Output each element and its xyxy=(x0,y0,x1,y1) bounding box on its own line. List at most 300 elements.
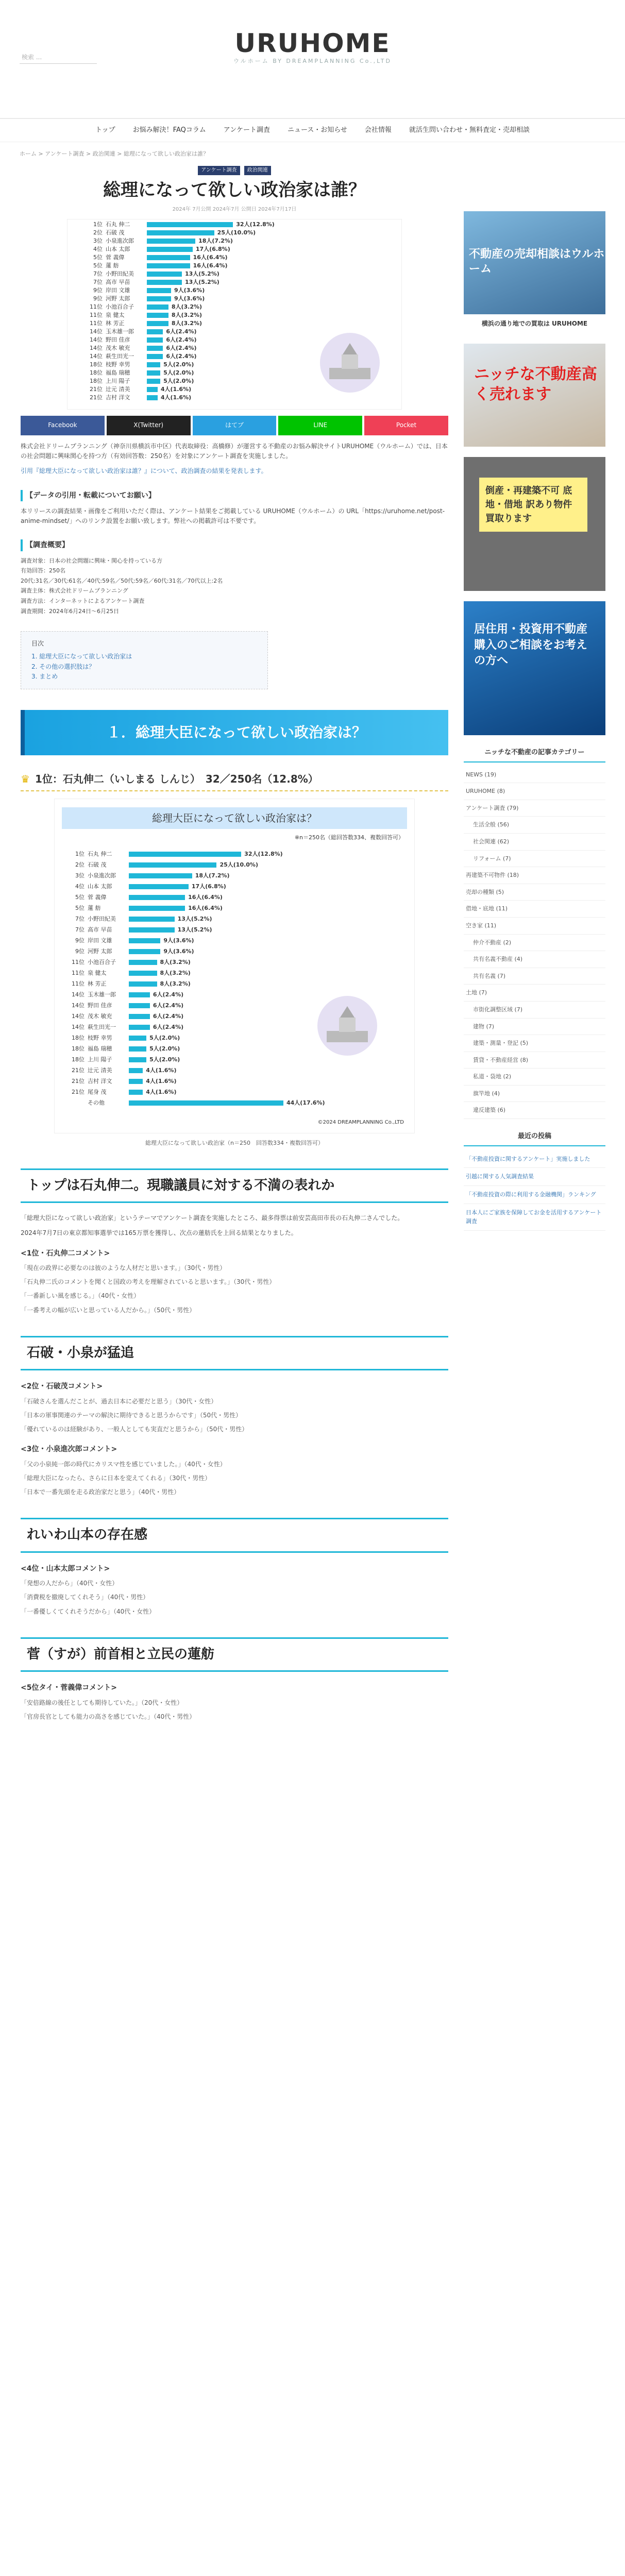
rank-label: 14位 xyxy=(90,328,103,335)
bar xyxy=(129,1036,146,1041)
rank-label: 11位 xyxy=(72,980,85,987)
hero-bar-list xyxy=(88,221,305,402)
bar xyxy=(147,222,233,227)
chart-title: 総理大臣になって欲しい政治家は？ xyxy=(62,807,407,829)
category-label: 山本 太郎 xyxy=(88,883,112,890)
tag-politics[interactable]: 政治関連 xyxy=(244,166,271,175)
value-label: 8人(3.2%) xyxy=(160,958,191,965)
survey-item: 20代:31名／30代:61名／40代:59名／50代:59名／60代:31名／70代以上:2名 xyxy=(21,577,223,584)
comment: 「安倍路線の後任としても期待していた。」（20代・女性） xyxy=(21,1699,183,1706)
section-heading-4: れいわ山本の存在感 xyxy=(21,1518,448,1553)
bar xyxy=(129,1090,143,1095)
article xyxy=(21,165,448,1726)
bar xyxy=(129,949,160,954)
sidebar-spacer xyxy=(464,165,605,211)
category-link[interactable]: 借地・底地 (11) xyxy=(464,901,605,918)
bar xyxy=(147,395,158,400)
chart-row xyxy=(70,849,400,859)
category-label: 福島 瑞穂 xyxy=(88,1045,112,1052)
rank-label: 18位 xyxy=(72,1034,85,1041)
value-label: 6人(2.4%) xyxy=(166,336,197,344)
value-label: 4人(1.6%) xyxy=(160,394,192,401)
category-link[interactable]: リフォーム (7) xyxy=(464,851,605,868)
post-meta: 2024年 7月公開 2024年7月 公開日 2024年7月17日 xyxy=(172,206,297,212)
rank-label: 2位 xyxy=(93,229,103,236)
value-label: 6人(2.4%) xyxy=(153,991,184,998)
chart-row xyxy=(70,881,400,892)
bar xyxy=(129,1068,143,1073)
rank-label: 11位 xyxy=(72,958,85,965)
value-label: 6人(2.4%) xyxy=(153,1023,184,1030)
category-label: 小野田紀美 xyxy=(88,915,116,922)
value-label: 13人(5.2%) xyxy=(177,915,212,922)
recent-post-link[interactable]: 引越に関する人気調査結果 xyxy=(464,1168,605,1186)
category-link[interactable]: 社会関連 (62) xyxy=(464,834,605,851)
value-label: 4人(1.6%) xyxy=(146,1088,177,1095)
site-logo[interactable]: URUHOME xyxy=(234,28,391,58)
category-link[interactable]: 仲介不動産 (2) xyxy=(464,935,605,952)
category-label: その他 xyxy=(88,1099,105,1106)
category-label: 吉村 洋文 xyxy=(106,394,130,401)
value-label: 5人(2.0%) xyxy=(149,1045,180,1052)
bar xyxy=(129,981,157,987)
diet-building-icon xyxy=(316,995,378,1057)
bar xyxy=(129,906,185,911)
rank-label: 9位 xyxy=(75,937,85,944)
chart-row xyxy=(70,935,400,946)
chart-row xyxy=(88,221,305,229)
category-label: 高市 早苗 xyxy=(88,926,112,933)
chart-row xyxy=(70,913,400,924)
bar xyxy=(147,288,171,293)
diet-building-icon xyxy=(319,332,381,394)
survey-item: 調査期間：2024年6月24日〜6月25日 xyxy=(21,607,119,615)
rank-label: 9位 xyxy=(75,947,85,955)
chart-row xyxy=(88,237,305,245)
share-pocket-button[interactable]: Pocket xyxy=(364,416,448,435)
recent-post-link[interactable]: 日本人にご家族を保障してお金を活用するアンケート調査 xyxy=(464,1204,605,1231)
site-tagline: ウルホーム BY DREAMPLANNING Co.,LTD xyxy=(233,58,392,64)
page-title: 総理になって欲しい政治家は誰？ xyxy=(103,179,366,200)
rank-label: 9位 xyxy=(93,287,103,294)
chart-row xyxy=(88,278,305,286)
comment: 「現在の政界に必要なのは彼のような人材だと思います。」（30代・男性） xyxy=(21,1264,226,1272)
rank-label: 14位 xyxy=(72,1002,85,1009)
toc-item[interactable]: 1. 総理大臣になって欲しい政治家は xyxy=(31,653,132,660)
value-label: 13人(5.2%) xyxy=(184,270,219,278)
bar xyxy=(129,1079,143,1084)
chart-row xyxy=(70,1097,400,1108)
recent-posts-heading: 最近の投稿 xyxy=(464,1131,605,1146)
comment: 「優れているのは経験があり、一般人としても実直だと思うから」（50代・男性） xyxy=(21,1426,248,1433)
rank-label: 14位 xyxy=(72,1023,85,1030)
category-link[interactable]: NEWS (19) xyxy=(464,767,605,784)
category-link[interactable]: 売却の種類 (5) xyxy=(464,884,605,901)
category-label: 林 芳正 xyxy=(106,320,125,327)
category-label: 枝野 幸男 xyxy=(88,1034,112,1041)
bar xyxy=(129,884,189,889)
value-label: 8人(3.2%) xyxy=(171,303,202,311)
tag-survey[interactable]: アンケート調査 xyxy=(198,166,240,175)
value-label: 32人(12.8%) xyxy=(236,221,275,228)
value-label: 9人(3.6%) xyxy=(163,947,194,955)
category-link[interactable]: 建築・測量・登記 (5) xyxy=(464,1035,605,1052)
chart-row xyxy=(88,253,305,262)
rank-label: 1位 xyxy=(75,850,85,857)
rank-label: 21位 xyxy=(72,1088,85,1095)
value-label: 6人(2.4%) xyxy=(166,328,197,335)
rank-1-label: 1位：石丸伸二（いしまる しんじ） 32／250名（12.8%） xyxy=(35,773,318,786)
chart-row xyxy=(88,303,305,311)
category-label: 辻元 清美 xyxy=(106,386,130,393)
value-label: 9人(3.6%) xyxy=(174,295,205,302)
rank-label: 4位 xyxy=(75,883,85,890)
value-label: 8人(3.2%) xyxy=(160,969,191,976)
rank-1-heading xyxy=(21,771,448,791)
bar xyxy=(147,230,214,235)
bar xyxy=(129,852,241,857)
bar xyxy=(129,1057,146,1062)
table-of-contents xyxy=(21,631,268,689)
chart-row xyxy=(70,870,400,881)
ad-banner-niche[interactable] xyxy=(464,344,605,447)
site-header xyxy=(0,0,625,118)
value-label: 16人(6.4%) xyxy=(193,254,228,261)
chart-row xyxy=(88,262,305,270)
bar xyxy=(129,917,175,922)
category-label: 小池百合子 xyxy=(88,958,116,965)
value-label: 6人(2.4%) xyxy=(153,1012,184,1020)
value-label: 5人(2.0%) xyxy=(163,361,194,368)
section-2-text-2: 2024年7月7日の東京都知事選挙では165万票を獲得し、次点の蓮舫氏を上回る結果となりました。 xyxy=(21,1229,297,1237)
rank-label: 11位 xyxy=(90,303,103,311)
section-heading-5: 菅（すが）前首相と立民の蓮舫 xyxy=(21,1637,448,1672)
rank-label: 18位 xyxy=(90,378,103,385)
toc-item[interactable]: 3. まとめ xyxy=(31,672,58,680)
category-label: 小泉進次郎 xyxy=(88,872,116,879)
rank-label: 11位 xyxy=(90,312,103,319)
bar xyxy=(147,263,190,268)
search-input[interactable]: 検索 ... xyxy=(20,50,97,64)
bar xyxy=(147,247,193,252)
survey-item: 調査主体：株式会社ドリームプランニング xyxy=(21,587,128,595)
rank-label: 5位 xyxy=(75,893,85,901)
bar xyxy=(147,329,163,334)
category-link[interactable]: URUHOME (8) xyxy=(464,783,605,800)
nav-item-top[interactable]: トップ xyxy=(95,126,115,134)
category-link[interactable]: 土地 (7) xyxy=(464,985,605,1002)
chart-caption: 総理大臣になって欲しい政治家（n＝250 回答数334・複数回答可） xyxy=(145,1140,324,1147)
chart-row xyxy=(70,903,400,913)
share-hatena-button[interactable]: はてブ xyxy=(193,416,277,435)
intro-text: 株式会社ドリームプランニング（神奈川県横浜市中区）代表取締役：高橋修）が運営する不動産のお悩み解決サイトURUHOME（ウルホーム）では、日本の社会問題に興味関心を持つ方（有効回答数：250名）を対象にアンケート調査を実施しました。 xyxy=(21,442,448,460)
category-label: 泉 健太 xyxy=(88,969,107,976)
category-label: 石破 茂 xyxy=(106,229,125,236)
chart-row xyxy=(70,968,400,978)
category-label: 福島 瑞穂 xyxy=(106,369,130,377)
comment: 「官房長官としても能力の高さを感じていた。」（40代・男性） xyxy=(21,1713,196,1720)
chart-bars xyxy=(70,849,400,1108)
rank-label: 11位 xyxy=(72,969,85,976)
value-label: 9人(3.6%) xyxy=(163,937,194,944)
category-label: 小池百合子 xyxy=(106,303,134,311)
bar xyxy=(129,992,150,997)
survey-heading: 【調査概要】 xyxy=(21,539,448,551)
chart-row xyxy=(88,344,305,352)
category-label: 萩生田光一 xyxy=(106,353,134,360)
comment: 「総理大臣になったら、さらに日本を変えてくれる」（30代・男性） xyxy=(21,1474,211,1482)
comment: 「一番優しくてくれそうだから」（40代・女性） xyxy=(21,1607,156,1615)
category-heading: ニッチな不動産の記事カテゴリー xyxy=(464,748,605,762)
chart-row xyxy=(88,319,305,328)
bar xyxy=(147,387,158,392)
nav-item-news[interactable]: ニュース・お知らせ xyxy=(287,126,347,134)
comment-heading: <4位・山本太郎コメント> xyxy=(21,1564,110,1573)
rank-label: 21位 xyxy=(90,394,103,401)
nav-item-contact[interactable]: 就活生問い合わせ・無料査定・売却相談 xyxy=(409,126,530,134)
comment: 「石破さんを選んだことが、過去日本に必要だと思う」（30代・女性） xyxy=(21,1397,217,1405)
category-label: 玉木雄一郎 xyxy=(88,991,116,998)
comment: 「発想の人だから」（40代・女性） xyxy=(21,1580,119,1587)
bar xyxy=(129,1025,150,1030)
chart-row xyxy=(70,957,400,968)
nav-item-company[interactable]: 会社情報 xyxy=(364,126,392,134)
nav-item-survey[interactable]: アンケート調査 xyxy=(223,126,270,134)
ad-banner-buyback[interactable] xyxy=(464,457,605,591)
value-label: 6人(2.4%) xyxy=(166,345,197,352)
quote-body: 本リリースの調査結果・画像をご利用いただく際は、アンケート結果をご掲載している URUHOME（ウルホーム）の URL「https://uruhome.net/post-anime-mindset/」へのリンク設置をお願い致します。弊社への掲載許可は不要です。 xyxy=(21,507,445,525)
bar xyxy=(147,346,163,351)
bar xyxy=(147,272,182,277)
category-link[interactable]: 違反建築 (6) xyxy=(464,1102,605,1119)
chart-row xyxy=(88,385,305,394)
section-2-text: 「総理大臣になって欲しい政治家」というテーマでアンケート調査を実施したところ、最多得票は前安芸高田市長の石丸伸二さんでした。 xyxy=(21,1214,404,1222)
recent-post-link[interactable]: 「不動産投資に関するアンケート」実施しました xyxy=(464,1150,605,1168)
category-link[interactable]: 市街化調整区域 (7) xyxy=(464,1002,605,1019)
category-label: 玉木雄一郎 xyxy=(106,328,134,335)
chart-row xyxy=(88,286,305,295)
bar xyxy=(147,239,195,244)
article-tags xyxy=(21,165,448,176)
chart-row xyxy=(88,352,305,361)
share-bar xyxy=(21,416,448,435)
bar xyxy=(147,304,168,310)
value-label: 8人(3.2%) xyxy=(160,980,191,987)
chart-row xyxy=(88,295,305,303)
value-label: 32人(12.8%) xyxy=(244,850,283,857)
category-link[interactable]: アンケート調査 (79) xyxy=(464,800,605,817)
rank-label: 7位 xyxy=(93,270,103,278)
comment: 「一番考えの幅が広いと思っている人だから。」（50代・男性） xyxy=(21,1306,196,1314)
category-label: 萩生田光一 xyxy=(88,1023,116,1030)
category-link[interactable]: 生活全般 (56) xyxy=(464,817,605,834)
rank-label: 14位 xyxy=(90,353,103,360)
category-link[interactable]: 私道・袋地 (2) xyxy=(464,1069,605,1086)
category-label: 吉村 洋文 xyxy=(88,1077,112,1084)
value-label: 25人(10.0%) xyxy=(217,229,256,236)
category-list xyxy=(464,767,605,1119)
toc-item[interactable]: 2. その他の選択肢は？ xyxy=(31,663,95,670)
value-label: 17人(6.8%) xyxy=(191,883,226,890)
chart-row xyxy=(88,394,305,402)
toc-title: 目次 xyxy=(31,640,44,648)
bar xyxy=(147,313,168,318)
chart-row xyxy=(70,978,400,989)
category-link[interactable]: 旗竿地 (4) xyxy=(464,1086,605,1103)
value-label: 5人(2.0%) xyxy=(149,1034,180,1041)
survey-item: 有効回答：250名 xyxy=(21,567,65,574)
bar xyxy=(147,354,163,359)
bar xyxy=(129,1046,146,1052)
chart-row xyxy=(70,1087,400,1097)
category-link[interactable]: 再建築不可物件 (18) xyxy=(464,867,605,884)
rank-label: 14位 xyxy=(90,336,103,344)
section-heading-1: １．総理大臣になって欲しい政治家は？ xyxy=(21,710,448,755)
category-label: 野田 佳彦 xyxy=(106,336,130,344)
category-label: 辻元 清美 xyxy=(88,1066,112,1074)
section-heading-3: 石破・小泉が猛追 xyxy=(21,1336,448,1371)
rank-label: 14位 xyxy=(90,345,103,352)
category-label: 石丸 伸二 xyxy=(106,221,130,228)
breadcrumb[interactable]: ホーム > アンケート調査 > 政治関連 > 総理になって欲しい政治家は誰？ xyxy=(20,150,209,157)
value-label: 18人(7.2%) xyxy=(195,872,230,879)
value-label: 4人(1.6%) xyxy=(160,386,192,393)
rank-label: 1位 xyxy=(93,221,103,228)
category-label: 河野 太郎 xyxy=(106,295,130,302)
comment: 「日本で一番先頭を走る政治家だと思う」（40代・男性） xyxy=(21,1488,180,1496)
category-label: 林 芳正 xyxy=(88,980,107,987)
category-link[interactable]: 空き家 (11) xyxy=(464,918,605,935)
bar xyxy=(129,927,175,933)
category-label: 枝野 幸男 xyxy=(106,361,130,368)
rank-label: 3位 xyxy=(93,238,103,245)
bar xyxy=(129,971,157,976)
rank-label: 21位 xyxy=(72,1077,85,1084)
chart-row xyxy=(70,924,400,935)
comment-heading: <2位・石破茂コメント> xyxy=(21,1382,103,1391)
comment-heading: <3位・小泉進次郎コメント> xyxy=(21,1445,117,1454)
comment: 「父の小泉純一郎の時代にカリスマ性を感じていました。」（40代・女性） xyxy=(21,1460,226,1468)
value-label: 5人(2.0%) xyxy=(163,369,194,377)
value-label: 5人(2.0%) xyxy=(149,1056,180,1063)
category-link[interactable]: 建物 (7) xyxy=(464,1019,605,1036)
category-label: 菅 義偉 xyxy=(106,254,125,261)
comment: 「一番新しい風を感じる。」（40代・女性） xyxy=(21,1292,140,1300)
rank-label: 3位 xyxy=(75,872,85,879)
chart-row xyxy=(70,946,400,957)
rank-label: 21位 xyxy=(72,1066,85,1074)
chart-row xyxy=(70,859,400,870)
ad-text: ニッチな不動産高く売れます xyxy=(474,365,597,403)
share-x-button[interactable]: X(Twitter) xyxy=(107,416,191,435)
category-label: 河野 太郎 xyxy=(88,947,112,955)
category-label: 岸田 文雄 xyxy=(106,287,130,294)
chart-credit: ©2024 DREAMPLANNING Co.,LTD xyxy=(317,1120,404,1126)
category-label: 上川 陽子 xyxy=(88,1056,112,1063)
ad-banner-sell[interactable] xyxy=(464,211,605,314)
category-label: 茂木 敏充 xyxy=(88,1012,112,1020)
category-label: 菅 義偉 xyxy=(88,893,107,901)
rank-label: 14位 xyxy=(72,991,85,998)
rank-label: 7位 xyxy=(75,915,85,922)
bar xyxy=(129,1100,283,1106)
quote-heading: 【データの引用・転載についてお願い】 xyxy=(21,490,448,501)
value-label: 13人(5.2%) xyxy=(177,926,212,933)
bar xyxy=(147,370,160,376)
category-link[interactable]: 共有名義不動産 (4) xyxy=(464,951,605,968)
bar xyxy=(147,379,160,384)
hero-image xyxy=(67,219,402,410)
rank-label: 18位 xyxy=(90,361,103,368)
chart-note: ※n＝250名（総回答数334、複数回答可） xyxy=(294,834,404,841)
ad-text: 不動産の売却相談はウルホーム xyxy=(469,248,605,276)
value-label: 18人(7.2%) xyxy=(198,238,233,245)
category-label: 蓮 舫 xyxy=(106,262,119,269)
bar xyxy=(129,1014,150,1019)
rank-label: 4位 xyxy=(93,246,103,253)
rank-label: 5位 xyxy=(93,262,103,269)
bar xyxy=(129,938,160,943)
bar xyxy=(129,873,192,878)
value-label: 25人(10.0%) xyxy=(219,861,258,868)
value-label: 16人(6.4%) xyxy=(188,904,223,911)
rank-label: 18位 xyxy=(90,369,103,377)
section-heading-2: トップは石丸伸二。現職議員に対する不満の表れか xyxy=(21,1168,448,1204)
bar xyxy=(147,337,163,343)
ad-caption[interactable]: 横浜の通り地での買取は URUHOME xyxy=(481,320,588,327)
rank-label: 18位 xyxy=(72,1056,85,1063)
share-line-button[interactable]: LINE xyxy=(278,416,362,435)
chart-row xyxy=(88,369,305,377)
comment-heading: <5位タイ・菅義偉コメント> xyxy=(21,1684,117,1692)
value-label: 6人(2.4%) xyxy=(166,353,197,360)
value-label: 9人(3.6%) xyxy=(174,287,205,294)
result-chart xyxy=(54,799,415,1133)
bar xyxy=(147,296,171,301)
survey-item: 調査方法：インターネットによるアンケート調査 xyxy=(21,598,145,605)
category-label: 泉 健太 xyxy=(106,312,125,319)
category-label: 高市 早苗 xyxy=(106,279,130,286)
category-label: 上川 陽子 xyxy=(106,378,130,385)
chart-row xyxy=(88,377,305,385)
category-link[interactable]: 賃貸・不動産経営 (8) xyxy=(464,1052,605,1069)
rank-label: 11位 xyxy=(90,320,103,327)
value-label: 8人(3.2%) xyxy=(171,320,202,327)
chart-row xyxy=(88,361,305,369)
ad-banner-invest[interactable] xyxy=(464,601,605,735)
value-label: 4人(1.6%) xyxy=(146,1066,177,1074)
rank-label: 2位 xyxy=(75,861,85,868)
comment: 「石丸伸二氏のコメントを聞くと国政の考えを理解されていると思います。」（30代・男性） xyxy=(21,1278,276,1286)
chart-row xyxy=(88,245,305,253)
chart-row xyxy=(70,1065,400,1076)
recent-post-link[interactable]: 「不動産投資の際に利用する金融機関」ランキング xyxy=(464,1186,605,1204)
chart-row xyxy=(70,1076,400,1087)
bar xyxy=(129,862,216,868)
category-link[interactable]: 共有名義 (7) xyxy=(464,968,605,985)
share-facebook-button[interactable]: Facebook xyxy=(21,416,105,435)
rank-label: 9位 xyxy=(93,295,103,302)
rank-label: 5位 xyxy=(93,254,103,261)
category-label: 小野田紀美 xyxy=(106,270,134,278)
category-label: 小泉進次郎 xyxy=(106,238,134,245)
nav-item-faq[interactable]: お悩み解決！FAQコラム xyxy=(132,126,206,134)
value-label: 5人(2.0%) xyxy=(163,378,194,385)
chart-row xyxy=(88,270,305,278)
comment-heading: <1位・石丸伸二コメント> xyxy=(21,1249,110,1258)
survey-list xyxy=(21,556,448,616)
intro-link[interactable]: 引用『総理大臣になって欲しい政治家は誰？』について、政治調査の結果を発表します。 xyxy=(21,467,267,475)
